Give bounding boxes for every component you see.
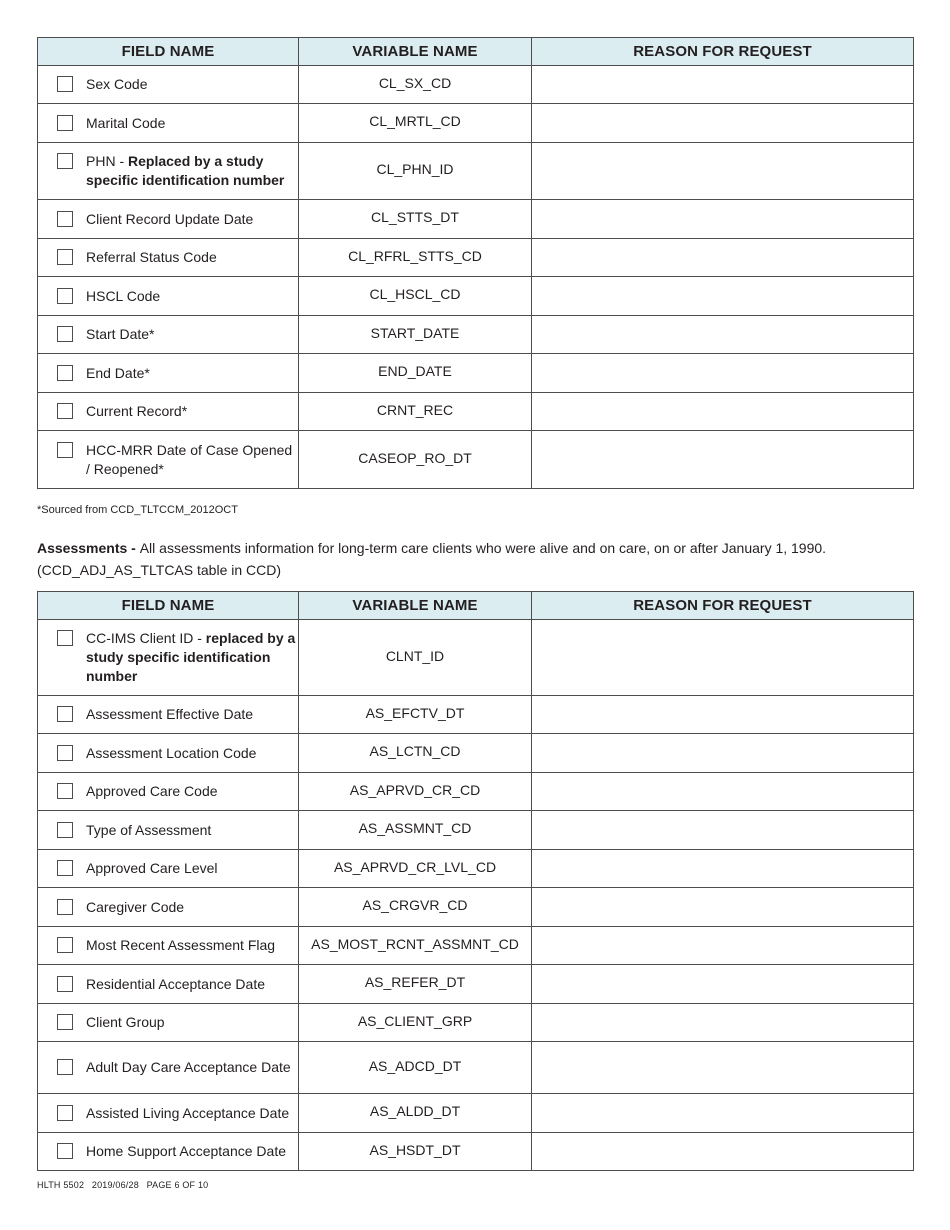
field-name-cell bbox=[38, 888, 299, 927]
table-row bbox=[38, 773, 914, 811]
reason-input-cell[interactable] bbox=[532, 316, 914, 354]
variable-name: AS_HSDT_DT bbox=[369, 1141, 461, 1158]
field-checkbox[interactable] bbox=[57, 899, 73, 915]
field-label bbox=[86, 210, 253, 229]
table-row bbox=[38, 354, 914, 393]
field-checkbox[interactable] bbox=[57, 745, 73, 761]
variable-name: AS_ASSMNT_CD bbox=[358, 820, 472, 836]
field-label-text: Marital Code bbox=[86, 114, 166, 131]
field-name-cell bbox=[38, 431, 299, 489]
assessments-description bbox=[37, 537, 917, 581]
column-header-variable-name: VARIABLE NAME bbox=[299, 592, 532, 620]
field-label-text: Approved Care Code bbox=[86, 783, 218, 799]
field-label-text: Start Date* bbox=[86, 326, 155, 342]
field-checkbox[interactable] bbox=[57, 1014, 73, 1030]
reason-input-cell[interactable] bbox=[532, 431, 914, 489]
field-label bbox=[86, 1058, 291, 1077]
field-label bbox=[86, 629, 298, 686]
table-row bbox=[38, 1042, 914, 1094]
table-row bbox=[38, 143, 914, 200]
variable-name-cell bbox=[299, 773, 532, 811]
column-header-reason: REASON FOR REQUEST bbox=[532, 592, 914, 620]
field-label-text: Assisted Living Acceptance Date bbox=[86, 1104, 290, 1121]
field-name-cell bbox=[38, 1042, 299, 1094]
variable-name-cell bbox=[299, 734, 532, 773]
variable-name: AS_CRGVR_CD bbox=[362, 897, 468, 913]
table-row bbox=[38, 104, 914, 143]
field-name-cell bbox=[38, 1094, 299, 1133]
field-label bbox=[86, 936, 275, 955]
field-label bbox=[86, 441, 298, 479]
field-name-cell bbox=[38, 965, 299, 1004]
field-checkbox[interactable] bbox=[57, 115, 73, 131]
field-name-cell bbox=[38, 200, 299, 239]
variable-name: CASEOP_RO_DT bbox=[358, 449, 472, 466]
variable-name: AS_REFER_DT bbox=[364, 974, 466, 990]
reason-input-cell[interactable] bbox=[532, 1042, 914, 1094]
field-label-bold-text: Replaced by a study specific identification number bbox=[86, 153, 285, 188]
variable-name: CL_STTS_DT bbox=[371, 209, 459, 225]
reason-input-cell[interactable] bbox=[532, 620, 914, 696]
field-label bbox=[86, 782, 218, 801]
variable-name: AS_ADCD_DT bbox=[368, 1057, 462, 1074]
field-label bbox=[86, 744, 256, 763]
reason-input-cell[interactable] bbox=[532, 277, 914, 316]
table-row bbox=[38, 888, 914, 927]
variable-name: START_DATE bbox=[370, 324, 460, 341]
variable-name: CL_MRTL_CD bbox=[369, 113, 461, 129]
variable-name: CL_HSCL_CD bbox=[369, 286, 461, 302]
reason-input-cell[interactable] bbox=[532, 1004, 914, 1042]
field-name-cell bbox=[38, 927, 299, 965]
reason-input-cell[interactable] bbox=[532, 850, 914, 888]
variable-name-cell bbox=[299, 277, 532, 316]
field-name-cell bbox=[38, 104, 299, 143]
variable-name: END_DATE bbox=[378, 363, 452, 379]
field-name-cell bbox=[38, 66, 299, 104]
field-checkbox[interactable] bbox=[57, 937, 73, 953]
variable-name: AS_MOST_RCNT_ASSMNT_CD bbox=[311, 935, 519, 952]
reason-input-cell[interactable] bbox=[532, 104, 914, 143]
table-body bbox=[38, 620, 914, 1171]
reason-input-cell[interactable] bbox=[532, 66, 914, 104]
field-checkbox[interactable] bbox=[57, 249, 73, 265]
variable-name-cell bbox=[299, 888, 532, 927]
field-name-cell bbox=[38, 1004, 299, 1042]
table-row bbox=[38, 1133, 914, 1171]
variable-name-cell bbox=[299, 1004, 532, 1042]
field-checkbox[interactable] bbox=[57, 1143, 73, 1159]
table-row bbox=[38, 811, 914, 850]
field-label bbox=[86, 1142, 286, 1161]
table-row bbox=[38, 200, 914, 239]
page-number: PAGE 6 OF 10 bbox=[146, 1180, 209, 1190]
field-checkbox[interactable] bbox=[57, 822, 73, 838]
variable-name: AS_EFCTV_DT bbox=[365, 704, 465, 721]
reason-input-cell[interactable] bbox=[532, 200, 914, 239]
field-checkbox[interactable] bbox=[57, 365, 73, 381]
variable-name-cell bbox=[299, 66, 532, 104]
field-checkbox[interactable] bbox=[57, 783, 73, 799]
field-label bbox=[86, 705, 253, 724]
variable-name-cell bbox=[299, 811, 532, 850]
field-checkbox[interactable] bbox=[57, 1105, 73, 1121]
table-row bbox=[38, 696, 914, 734]
table-header-row bbox=[38, 38, 914, 66]
reason-input-cell[interactable] bbox=[532, 354, 914, 393]
field-label bbox=[86, 1013, 165, 1032]
column-header-reason: REASON FOR REQUEST bbox=[532, 38, 914, 66]
reason-input-cell[interactable] bbox=[532, 143, 914, 200]
field-name-cell bbox=[38, 811, 299, 850]
variable-name-cell bbox=[299, 239, 532, 277]
table-row bbox=[38, 277, 914, 316]
field-label-bold-text: replaced by a study specific identification number bbox=[86, 630, 296, 684]
variable-name: CL_SX_CD bbox=[378, 74, 452, 91]
field-checkbox[interactable] bbox=[57, 442, 73, 458]
table-row bbox=[38, 965, 914, 1004]
field-checkbox[interactable] bbox=[57, 76, 73, 92]
field-checkbox[interactable] bbox=[57, 403, 73, 419]
field-label-text: Client Group bbox=[86, 1014, 165, 1030]
reason-input-cell[interactable] bbox=[532, 888, 914, 927]
table-row bbox=[38, 393, 914, 431]
field-label-text: Residential Acceptance Date bbox=[86, 975, 265, 992]
field-label-text: Approved Care Level bbox=[86, 860, 218, 876]
field-label-text: Home Support Acceptance Date bbox=[86, 1143, 287, 1159]
field-checkbox[interactable] bbox=[57, 326, 73, 342]
field-label-text: Adult Day Care Acceptance Date bbox=[86, 1059, 291, 1075]
table-row bbox=[38, 239, 914, 277]
field-checkbox[interactable] bbox=[57, 706, 73, 722]
field-label-text: Assessment Location Code bbox=[86, 744, 257, 761]
field-label-text: PHN - bbox=[86, 153, 128, 169]
variable-name: CLNT_ID bbox=[385, 647, 445, 664]
field-checkbox[interactable] bbox=[57, 153, 73, 169]
variable-name-cell bbox=[299, 431, 532, 489]
field-checkbox[interactable] bbox=[57, 288, 73, 304]
field-label bbox=[86, 975, 265, 994]
table-row bbox=[38, 66, 914, 104]
field-name-cell bbox=[38, 1133, 299, 1171]
field-label bbox=[86, 821, 211, 840]
assessments-text: All assessments information for long-term care clients who were alive and on care, on or after January 1, 1990. bbox=[139, 540, 827, 556]
data-fields-table-1 bbox=[37, 37, 914, 489]
variable-name-cell bbox=[299, 850, 532, 888]
field-name-cell bbox=[38, 393, 299, 431]
variable-name-cell bbox=[299, 316, 532, 354]
variable-name: AS_ALDD_DT bbox=[369, 1103, 461, 1119]
footnote: *Sourced from CCD_TLTCCM_2012OCT bbox=[37, 504, 238, 516]
field-label-text: Sex Code bbox=[86, 76, 148, 92]
table-row bbox=[38, 927, 914, 965]
field-label-text: HCC-MRR Date of Case Opened / Reopened* bbox=[86, 441, 293, 477]
field-label bbox=[86, 287, 160, 306]
reason-input-cell[interactable] bbox=[532, 734, 914, 773]
field-label bbox=[86, 114, 165, 133]
field-name-cell bbox=[38, 850, 299, 888]
field-label bbox=[86, 859, 218, 878]
field-label-text: Referral Status Code bbox=[86, 249, 217, 265]
page-footer bbox=[37, 1180, 213, 1190]
table-row bbox=[38, 620, 914, 696]
field-checkbox[interactable] bbox=[57, 860, 73, 876]
field-name-cell bbox=[38, 354, 299, 393]
field-name-cell bbox=[38, 773, 299, 811]
field-label bbox=[86, 152, 298, 190]
field-label bbox=[86, 75, 147, 94]
variable-name: AS_CLIENT_GRP bbox=[357, 1012, 473, 1029]
field-label-text: Assessment Effective Date bbox=[86, 706, 254, 722]
reason-input-cell[interactable] bbox=[532, 1094, 914, 1133]
assessments-table-ref: (CCD_ADJ_AS_TLTCAS table in CCD) bbox=[37, 562, 282, 578]
column-header-field-name: FIELD NAME bbox=[38, 592, 299, 620]
variable-name-cell bbox=[299, 143, 532, 200]
field-label bbox=[86, 402, 187, 421]
variable-name: AS_APRVD_CR_LVL_CD bbox=[333, 858, 497, 875]
table-row bbox=[38, 431, 914, 489]
field-checkbox[interactable] bbox=[57, 976, 73, 992]
field-label bbox=[86, 325, 154, 344]
field-name-cell bbox=[38, 316, 299, 354]
assessments-heading: Assessments - bbox=[37, 540, 140, 556]
table-row bbox=[38, 1094, 914, 1133]
table-row bbox=[38, 850, 914, 888]
table-row bbox=[38, 1004, 914, 1042]
reason-input-cell[interactable] bbox=[532, 239, 914, 277]
variable-name-cell bbox=[299, 1094, 532, 1133]
variable-name-cell bbox=[299, 200, 532, 239]
variable-name-cell bbox=[299, 620, 532, 696]
field-label-text: Most Recent Assessment Flag bbox=[86, 937, 276, 953]
table-row bbox=[38, 734, 914, 773]
field-label-text: Current Record* bbox=[86, 403, 188, 419]
variable-name: CL_PHN_ID bbox=[376, 161, 454, 177]
column-header-variable-name: VARIABLE NAME bbox=[299, 38, 532, 66]
variable-name-cell bbox=[299, 696, 532, 734]
variable-name-cell bbox=[299, 927, 532, 965]
field-label bbox=[86, 248, 217, 267]
variable-name-cell bbox=[299, 1042, 532, 1094]
table-header-row bbox=[38, 592, 914, 620]
field-label-text: CC-IMS Client ID - bbox=[86, 630, 206, 646]
field-label-text: End Date* bbox=[86, 364, 150, 381]
reason-input-cell[interactable] bbox=[532, 696, 914, 734]
table-row bbox=[38, 316, 914, 354]
reason-input-cell[interactable] bbox=[532, 811, 914, 850]
reason-input-cell[interactable] bbox=[532, 393, 914, 431]
variable-name-cell bbox=[299, 104, 532, 143]
field-name-cell bbox=[38, 696, 299, 734]
reason-input-cell[interactable] bbox=[532, 965, 914, 1004]
variable-name-cell bbox=[299, 393, 532, 431]
field-checkbox[interactable] bbox=[57, 211, 73, 227]
form-date: 2019/06/28 bbox=[91, 1180, 139, 1190]
reason-input-cell[interactable] bbox=[532, 1133, 914, 1171]
field-label bbox=[86, 1104, 289, 1123]
field-name-cell bbox=[38, 734, 299, 773]
variable-name: CL_RFRL_STTS_CD bbox=[348, 247, 482, 264]
reason-input-cell[interactable] bbox=[532, 773, 914, 811]
field-label-text: Type of Assessment bbox=[86, 821, 212, 838]
column-header-field-name: FIELD NAME bbox=[38, 38, 299, 66]
field-label-text: Caregiver Code bbox=[86, 898, 185, 915]
variable-name: CRNT_REC bbox=[376, 401, 454, 418]
field-label-text: HSCL Code bbox=[86, 287, 161, 304]
variable-name-cell bbox=[299, 965, 532, 1004]
field-label bbox=[86, 898, 184, 917]
field-name-cell bbox=[38, 620, 299, 696]
field-name-cell bbox=[38, 277, 299, 316]
variable-name-cell bbox=[299, 1133, 532, 1171]
field-name-cell bbox=[38, 143, 299, 200]
reason-input-cell[interactable] bbox=[532, 927, 914, 965]
field-checkbox[interactable] bbox=[57, 630, 73, 646]
variable-name: AS_LCTN_CD bbox=[369, 743, 461, 759]
form-id: HLTH 5502 bbox=[37, 1180, 85, 1190]
field-checkbox[interactable] bbox=[57, 1059, 73, 1075]
field-label bbox=[86, 364, 150, 383]
variable-name: AS_APRVD_CR_CD bbox=[349, 781, 481, 798]
data-fields-table-2 bbox=[37, 591, 914, 1171]
field-name-cell bbox=[38, 239, 299, 277]
table-body bbox=[38, 66, 914, 489]
field-label-text: Client Record Update Date bbox=[86, 210, 254, 227]
variable-name-cell bbox=[299, 354, 532, 393]
